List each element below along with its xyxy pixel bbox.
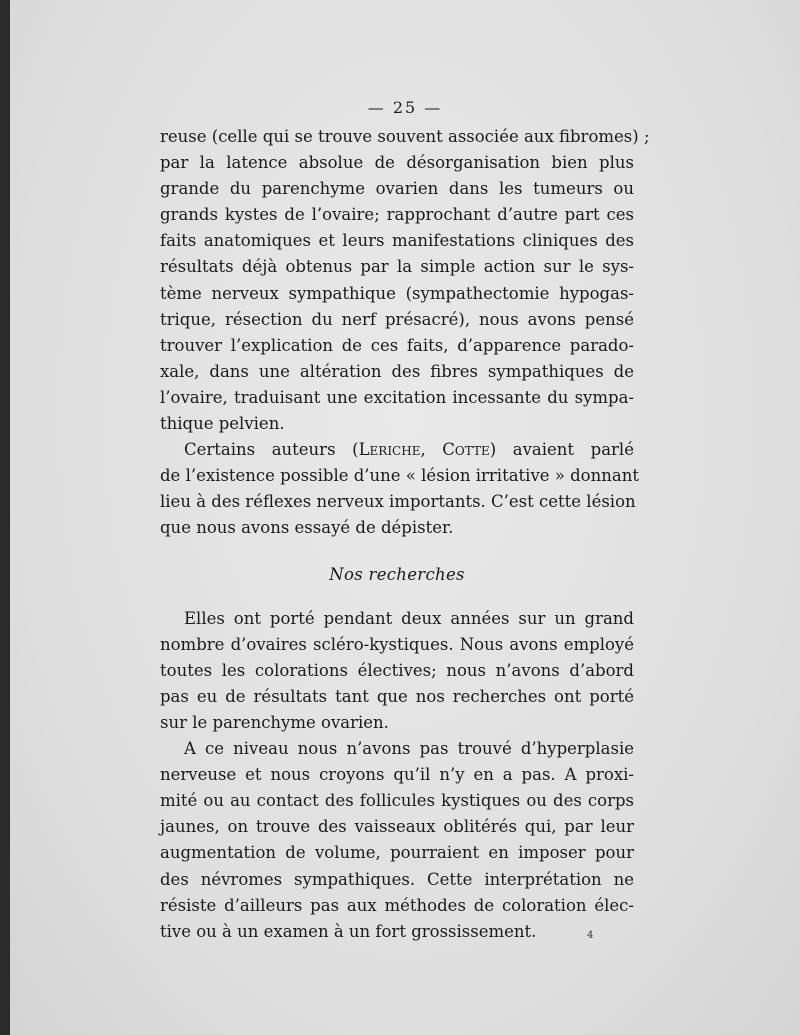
text-line: mité ou au contact des follicules kystiques ou des corps xyxy=(160,791,634,811)
book-page xyxy=(10,0,800,1035)
text-line: résiste d’ailleurs pas aux méthodes de coloration élec- xyxy=(160,895,634,915)
text-line: tème nerveux sympathique (sympathectomie hypogas- xyxy=(160,283,634,303)
text-line: reuse (celle qui se trouve souvent associée aux fibromes) ; xyxy=(160,127,650,146)
signature-mark: 4 xyxy=(587,930,594,941)
text-line: grande du parenchyme ovarien dans les tumeurs ou xyxy=(160,179,634,199)
text-line: que nous avons essayé de dépister. xyxy=(160,518,454,538)
text-line: par la latence absolue de désorganisation bien plus xyxy=(160,153,634,173)
body-text xyxy=(160,124,650,945)
text-line: l’ovaire, traduisant une excitation incessante du sympa- xyxy=(160,387,634,407)
text-line: xale, dans une altération des fibres sympathiques de xyxy=(160,361,634,381)
text-line: des névromes sympathiques. Cette interprétation ne xyxy=(160,869,634,889)
text-line: lieu à des réflexes nerveux importants. C’est cette lésion xyxy=(160,492,636,512)
section-heading: Nos recherches xyxy=(329,564,465,584)
text-line: résultats déjà obtenus par la simple action sur le sys- xyxy=(160,257,634,277)
text-line: nerveuse et nous croyons qu’il n’y en a pas. A proxi- xyxy=(160,765,634,785)
text-fragment: , xyxy=(420,440,443,460)
text-line: A ce niveau nous n’avons pas trouvé d’hyperplasie xyxy=(184,739,634,759)
text-line xyxy=(160,437,634,463)
text-line: trouver l’explication de ces faits, d’apparence parado- xyxy=(160,335,634,355)
text-fragment: ) avaient parlé xyxy=(489,440,634,460)
text-line: thique pelvien. xyxy=(160,414,285,434)
text-line: faits anatomiques et leurs manifestations cliniques des xyxy=(160,231,634,251)
text-line: jaunes, on trouve des vaisseaux oblitérés qui, par leur xyxy=(160,817,634,837)
text-line: Elles ont porté pendant deux années sur un grand xyxy=(184,608,634,628)
text-line: sur le parenchyme ovarien. xyxy=(160,712,389,732)
author-name: Cotte xyxy=(442,440,490,460)
page-number: — 25 — xyxy=(367,98,443,117)
text-line: trique, résection du nerf présacré), nous avons pensé xyxy=(160,309,634,329)
text-line: tive ou à un examen à un fort grossissement. xyxy=(160,921,537,941)
paragraph-authors xyxy=(160,437,639,541)
paragraph-findings xyxy=(160,736,634,945)
paragraph-continuation xyxy=(160,124,650,437)
text-line: grands kystes de l’ovaire; rapprochant d’autre part ces xyxy=(160,205,634,225)
text-line: de l’existence possible d’une « lésion irritative » donnant xyxy=(160,466,639,486)
text-line: pas eu de résultats tant que nos recherches ont porté xyxy=(160,686,634,706)
text-line: nombre d’ovaires scléro-kystiques. Nous avons employé xyxy=(160,634,634,654)
author-name: Leriche xyxy=(358,440,421,460)
text-line: augmentation de volume, pourraient en imposer pour xyxy=(160,843,634,863)
text-line: toutes les colorations électives; nous n’avons d’abord xyxy=(160,660,634,680)
text-fragment: Certains auteurs ( xyxy=(184,440,359,460)
paragraph-research xyxy=(160,606,634,736)
